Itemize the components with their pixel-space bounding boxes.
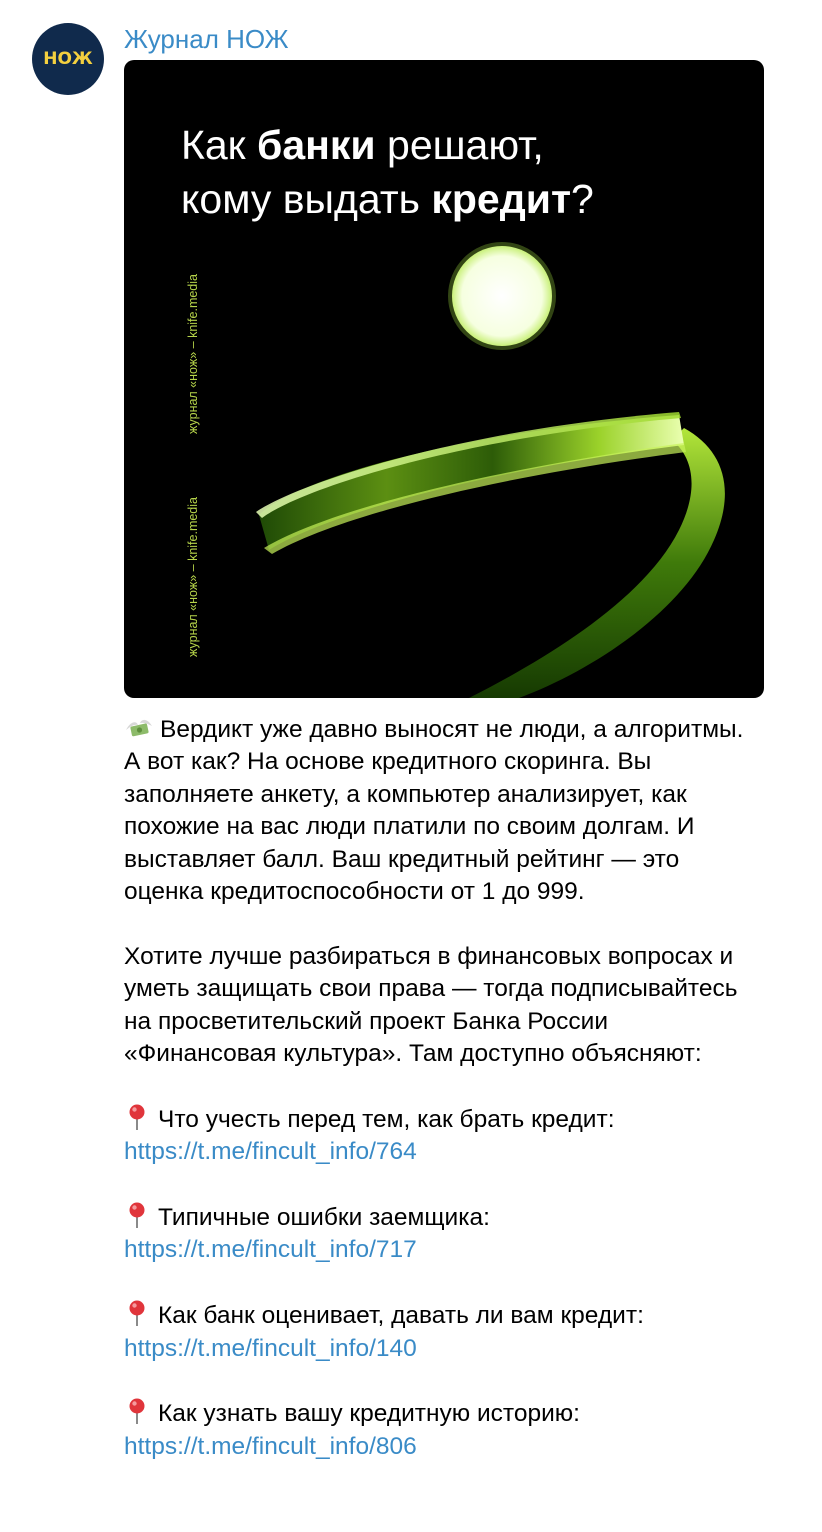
list-item: Как банк оценивает, давать ли вам кредит: https://t.me/fincult_info/140 xyxy=(124,1299,764,1365)
list-item: Что учесть перед тем, как брать кредит: https://t.me/fincult_info/764 xyxy=(124,1103,764,1169)
post-image[interactable] xyxy=(124,60,764,698)
fincult-link[interactable]: https://t.me/fincult_info/717 xyxy=(124,1236,417,1264)
list-item: Типичные ошибки заемщика: https://t.me/fincult_info/717 xyxy=(124,1201,764,1267)
sun-shape xyxy=(452,246,552,346)
post-text xyxy=(124,714,764,1463)
image-headline: Как банки решают, кому выдать кредит? xyxy=(181,122,594,222)
channel-name[interactable]: Журнал НОЖ xyxy=(124,24,289,54)
fincult-link[interactable]: https://t.me/fincult_info/764 xyxy=(124,1138,417,1166)
round-pushpin-icon xyxy=(124,1103,150,1131)
money-with-wings-icon xyxy=(124,716,154,740)
side-label: журнал «нож» – knife.media xyxy=(186,274,200,434)
round-pushpin-icon xyxy=(124,1397,150,1425)
round-pushpin-icon xyxy=(124,1299,150,1327)
list-item: Как узнать вашу кредитную историю: https://t.me/fincult_info/806 xyxy=(124,1397,764,1463)
side-label: журнал «нож» – knife.media xyxy=(186,497,200,657)
avatar[interactable] xyxy=(32,23,104,95)
avatar-label: НОЖ xyxy=(43,49,93,69)
paragraph-intro: Вердикт уже давно выносят не люди, а алгоритмы. А вот как? На основе кредитного скоринга. Вы заполняете анкету, а компьютер анализирует, как похожие на вас люди платили по своим долгам. И выставляет балл. Ваш кредитный рейтинг — это оценка кредитоспособности от 1 до 999. xyxy=(124,716,744,906)
paragraph-promo: Хотите лучше разбираться в финансовых вопросах и уметь защищать свои права — тогда подписывайтесь на просветительский проект Банка России «Финансовая культура». Там доступно объясняют: xyxy=(124,942,738,1068)
fincult-link[interactable]: https://t.me/fincult_info/140 xyxy=(124,1334,417,1362)
fincult-link[interactable]: https://t.me/fincult_info/806 xyxy=(124,1432,417,1460)
round-pushpin-icon xyxy=(124,1201,150,1229)
